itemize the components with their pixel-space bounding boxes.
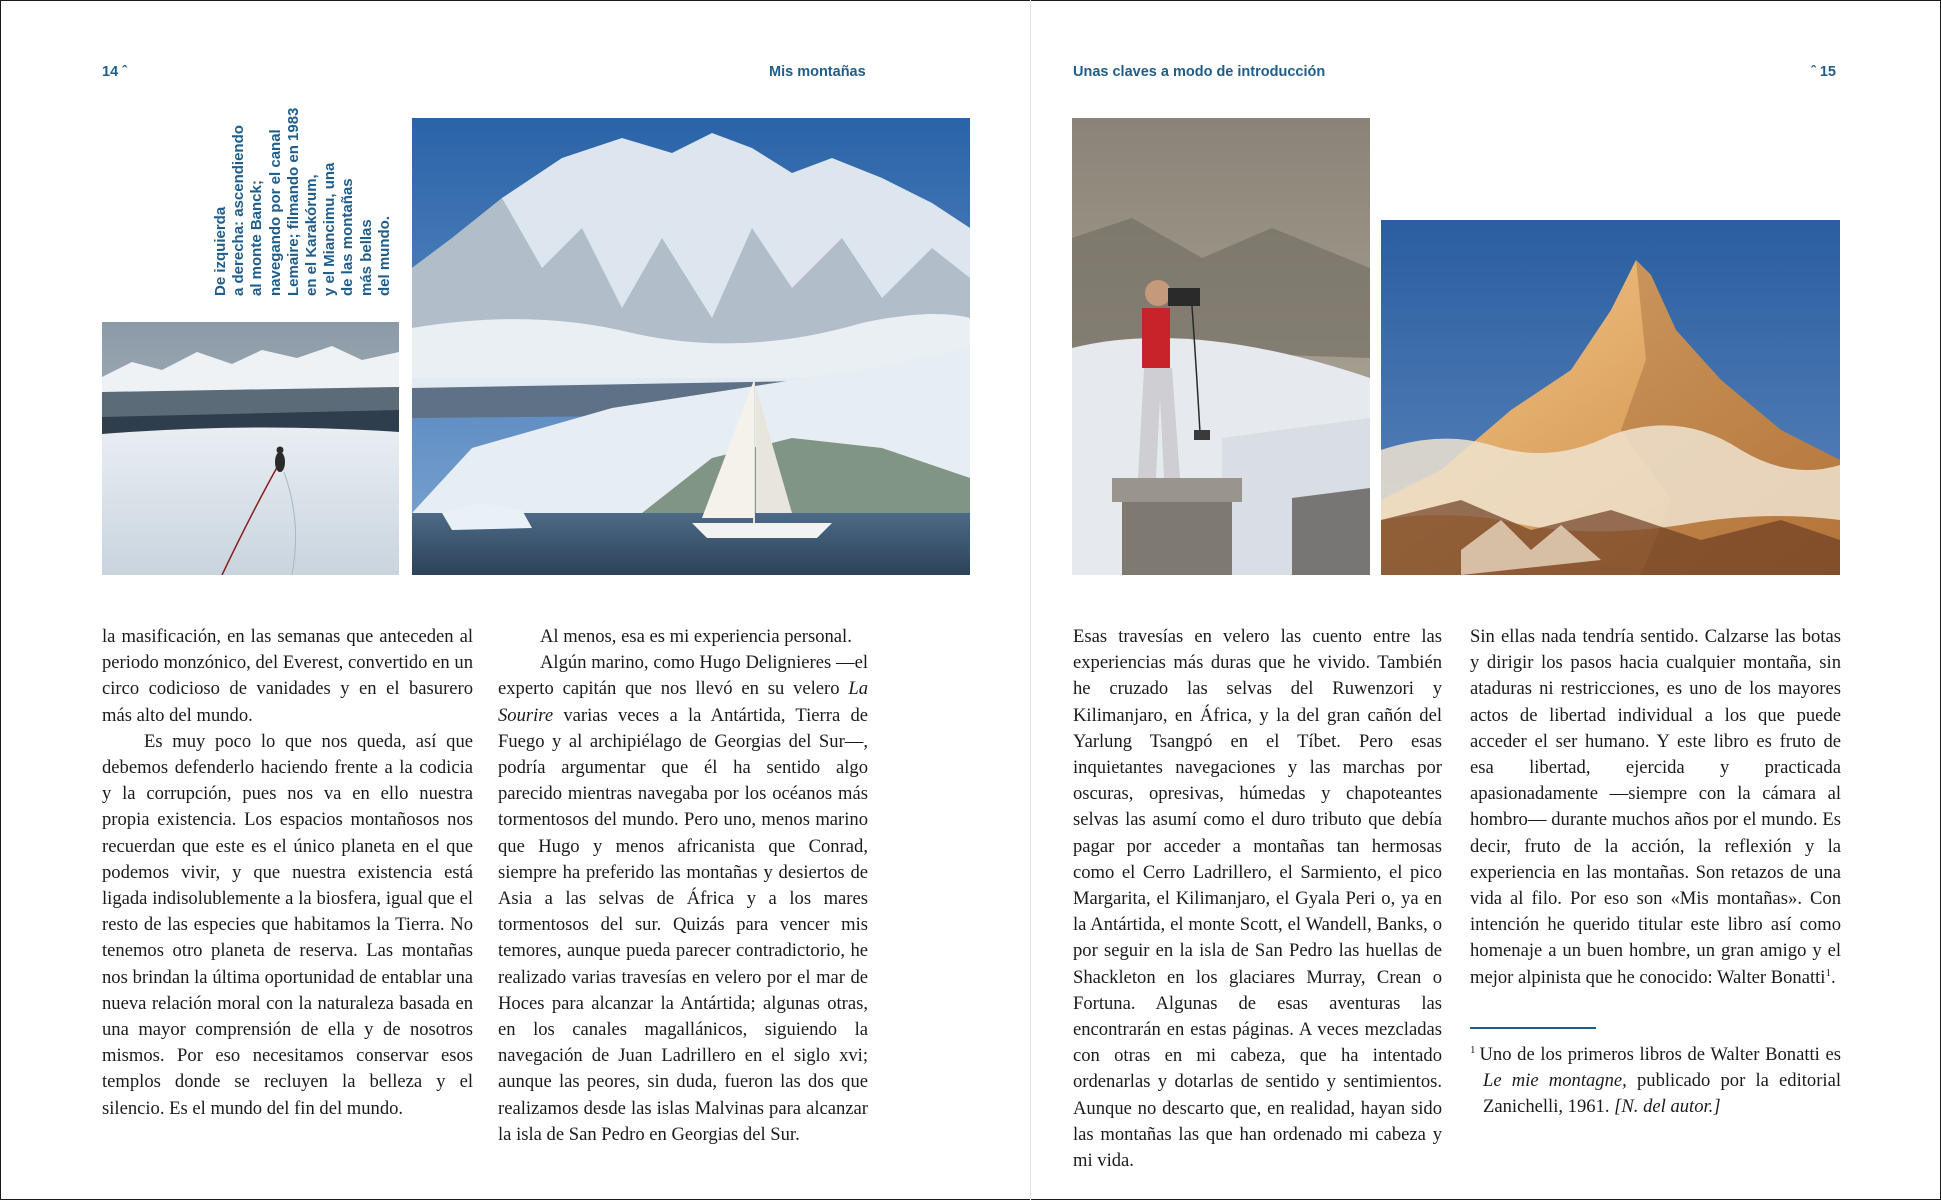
text-column-4 — [1470, 624, 1841, 991]
footnote-rule — [1470, 1027, 1596, 1029]
caption-line: de las montañas — [339, 178, 357, 296]
footnote-text: Uno de los primeros libros de Walter Bonatti es — [1479, 1044, 1841, 1065]
paragraph: la masificación, en las semanas que anteceden al periodo monzónico, del Everest, convertido en un circo codicioso de vanidades y en el basurero más alto del mundo. — [102, 626, 473, 726]
paragraph-text: varias veces a la Antártida, Tierra de Fuego y al archipiélago de Georgias del Sur—, podría argumentar que él ha sentido algo parecido mientras navegaba por los océanos más tormentosos del mundo. Pero uno, menos marino que Hugo y menos africanista que Conrad, siempre ha preferido las montañas y desiertos de Asia a las selvas de África y a los mares tormentosos del sur. Quizás para vencer mis temores, aunque pueda parecer contradictorio, he realizado varias travesías en velero por el mar de Hoces para alcanzar la Antártida; algunas otras, en los canales magallánicos, siguiendo la navegación de Juan Ladrillero en el siglo xvi; aunque las peores, sin duda, fueron las dos que realizamos desde las islas Malvinas para alcanzar la isla de San Pedro en Georgias del Sur. — [498, 704, 868, 1145]
paragraph: Es muy poco lo que nos queda, así que debemos defenderlo haciendo frente a la codicia y la corrupción, pues nos va en ello nuestra propia existencia. Los espacios montañosos nos recuerdan que este es el único planeta en el que podemos vivir, y que nuestra existencia está ligada indisolublemente a la biosfera, igual que el resto de las especies que habitamos la Tierra. No tenemos otro planeta de reserva. Las montañas nos brindan la última oportunidad de entablar una nueva relación moral con la naturaleza basada en una mayor comprensión de ella y de nosotros mismos. Por eso necesitamos conservar esos templos donde se recluyen la belleza y el silencio. Es el mundo del fin del mundo. — [102, 730, 473, 1119]
paragraph: Sin ellas nada tendría sentido. Calzarse las botas y dirigir los pasos hacia cualquier montaña, sin ataduras ni restricciones, es uno de los mayores actos de libertad individual a los que puede acceder el ser humano. Y este libro es fruto de esa libertad, ejercida y practicada apasionadamente —siempre con la cámara al hombro— durante muchos años por el mundo. Es decir, fruto de la acción, la reflexión y la experiencia en las montañas. Son retazos de una vida al filo. Por eso son «Mis montañas». Con intención he querido titular este libro así como homenaje a un buen hombre, un gran amigo y el mejor alpinista que he conocido: Walter Bonatti$^1$. — [1470, 626, 1841, 988]
right-running-head: Unas claves a modo de introducción — [1073, 64, 1326, 80]
text-column-1 — [102, 624, 473, 1122]
footnote-mark: 1 — [1470, 1043, 1476, 1056]
caption-line: y el Miancimu, una — [321, 162, 339, 296]
caption-line: Lemaire; filmando en 1983 — [284, 107, 302, 296]
caption-line: navegando por el canal — [266, 129, 284, 296]
left-page-number: 14 ˆ — [102, 64, 127, 80]
text-column-2 — [498, 624, 868, 1148]
left-running-head: Mis montañas — [769, 64, 866, 80]
paragraph-text: Algún marino, como Hugo Delignieres —el experto capitán que nos llevó en su velero — [498, 652, 868, 700]
paragraph — [498, 650, 868, 1148]
photo-sailboat-antarctica — [412, 118, 970, 575]
footnote-reference[interactable]: 1 — [1825, 966, 1831, 979]
caption-line: del mundo. — [375, 216, 393, 296]
photo-climber-ascending — [102, 322, 399, 575]
footnote-text: publicado por la editorial Zanichelli, 1961. — [1483, 1070, 1842, 1118]
photo-caption — [212, 96, 402, 296]
text-column-3 — [1073, 624, 1442, 1174]
paragraph: Al menos, esa es mi experiencia personal. — [540, 626, 852, 647]
book-gutter — [1030, 0, 1031, 1200]
footnote — [1470, 1042, 1841, 1121]
caption-line: más bellas — [357, 219, 375, 296]
photo-filming-karakoram — [1072, 118, 1370, 575]
caption-line: a derecha: ascendiendo — [230, 125, 248, 296]
footnote-attribution: [N. del autor.] — [1614, 1096, 1721, 1118]
caption-line: al monte Banck; — [248, 180, 266, 296]
book-title: Le mie montagne, — [1483, 1070, 1627, 1092]
ship-name: La Sourire — [498, 678, 868, 726]
caption-line: De izquierda — [212, 206, 229, 296]
caption-line: en el Karakórum, — [303, 174, 321, 296]
photo-miancimu-peak — [1381, 220, 1840, 575]
paragraph-text: Sin ellas nada tendría sentido. Calzarse las botas y dirigir los pasos hacia cualquier montaña, sin ataduras ni restricciones, es uno de los mayores actos de libertad individual a los que puede acceder el ser humano. Y este libro es fruto de esa libertad, ejercida y practicada apasionadamente —siempre con la cámara al hombro— durante muchos años por el mundo. Es decir, fruto de la acción, la reflexión y la experiencia en las montañas. Son retazos de una vida al filo. Por eso son «Mis montañas». Con intención he querido titular este libro así como homenaje a un buen hombre, un gran amigo y el mejor alpinista que he conocido: Walter Bonatti — [1470, 626, 1841, 988]
right-page-number: ˆ 15 — [1811, 64, 1836, 80]
paragraph: Esas travesías en velero las cuento entre las experiencias más duras que he vivido. También he cruzado las selvas del Ruwenzori y Kilimanjaro, en África, y la del gran cañón del Yarlung Tsangpó en el Tíbet. Pero esas inquietantes navegaciones y las marchas por oscuras, opresivas, húmedas y chapoteantes selvas las asumí como el duro tributo que debía pagar por acceder a montañas tan hermosas como el Cerro Ladrillero, el Sarmiento, el pico Margarita, el Kilimanjaro, el Gyala Peri o, ya en la Antártida, el monte Scott, el Wandell, Banks, o por seguir en la isla de San Pedro las huellas de Shackleton en los glaciares Murray, Crean o Fortuna. Algunas de esas aventuras las encontrarán en estas páginas. A veces mezcladas con otras en mi cabeza, que ha intentado ordenarlas y dotarlas de sentido y sentimientos. Aunque no descarto que, en realidad, hayan sido las montañas las que han ordenado mi cabeza y mi vida. — [1073, 626, 1442, 1172]
